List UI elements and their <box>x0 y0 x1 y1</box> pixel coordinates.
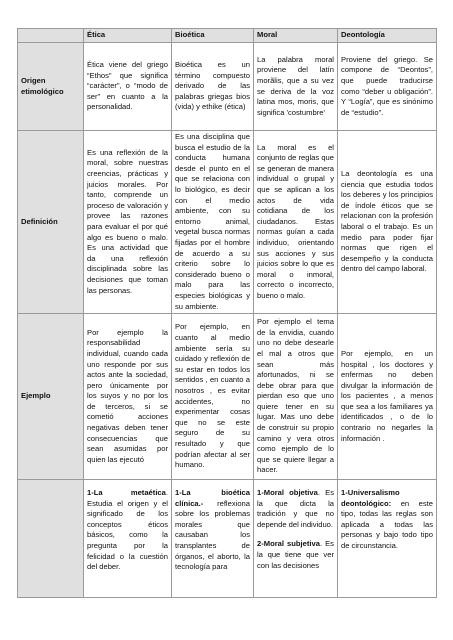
row-label-definicion: Definición <box>18 131 84 314</box>
row-label-origen: Origen etimológico <box>18 43 84 131</box>
cell-ejemplo-deontologia: Por ejemplo, en un hospital , los doctores y enfermas no deben divulgar la información de los pacientes , a menos que sea a los familiares ya identificados , o de lo contrario no negarles la información . <box>338 314 437 480</box>
cell-tipos-moral-lead-2: 2-Moral subjetiva <box>257 539 320 549</box>
cell-tipos-deontologia-text: en este tipo, todas las reglas son aplicada a todas las personas y bajo todo tipo de circunstancia. <box>341 498 433 551</box>
header-row <box>18 29 437 43</box>
header-corner <box>18 29 84 43</box>
cell-tipos-moral <box>254 480 338 598</box>
cell-origen-bioetica: Bioética es un término compuesto derivado de las palabras griegas bios (vida) y ethike (ética) <box>172 43 254 131</box>
cell-ejemplo-etica: Por ejemplo la responsabilidad individual, cuando cada uno responde por sus actos ante la sociedad, pero únicamente por los suyos y no por los de terceros, si se cometió acciones negativas deben tener consecuencias que sean asumidas por quien las ejecutó <box>84 314 172 480</box>
table-row-tipos <box>18 480 437 598</box>
cell-tipos-etica <box>84 480 172 598</box>
cell-tipos-moral-lead-1: 1-Moral objetiva <box>257 488 318 498</box>
cell-tipos-moral-para-1 <box>257 488 334 530</box>
header-bioetica: Bioética <box>172 29 254 43</box>
cell-tipos-deontologia <box>338 480 437 598</box>
cell-ejemplo-moral: Por ejemplo el tema de la envidia, cuando uno no debe desearle el mal a otros que sean más afortunados, ni se debe obrar para que pierdan eso que uno quiere tener en su lugar. Mas uno debe de construir su propio camino y vera otros como ejemplo de lo que se quiere llegar a hacer. <box>254 314 338 480</box>
table-row-definicion <box>18 131 437 314</box>
table-row-origen <box>18 43 437 131</box>
cell-tipos-etica-text: . Estudia el origen y el significado de los conceptos éticos básicos, como la pregunta por la felicidad o la cuestión del deber. <box>87 488 168 572</box>
cell-tipos-moral-para-2 <box>257 539 334 571</box>
header-deontologia: Deontología <box>338 29 437 43</box>
cell-tipos-bioetica-text: reflexiona sobre los problemas morales que causaban los transplantes de órganos, el aborto, la tecnología para <box>175 498 250 572</box>
cell-ejemplo-bioetica: Por ejemplo, en cuanto al medio ambiente sería su cuidado y reflexión de su estar en todos los sentidos , en cuanto a nosotros , es evitar accidentes, no experimentar cosas que no se este seguro de su resultado y que podrían afectar al ser humano. <box>172 314 254 480</box>
header-moral: Moral <box>254 29 338 43</box>
cell-definicion-deontologia: La deontología es una ciencia que estudia todos los deberes y los principios de índole éticos que se relacionan con la profesión laboral o el trabajo. Es un medio para poder fijar normas que rigen el desempeño y la conducta dentro del campo laboral. <box>338 131 437 314</box>
cell-tipos-deontologia-lead: 1-Universalismo deontológico: <box>341 488 400 508</box>
cell-definicion-moral: La moral es el conjunto de reglas que se generan de manera individual o grupal y que se aplican a los actos de vida cotidiana de los ciudadanos. Estas normas guían a cada individuo, orientando sus acciones y sus juicios sobre lo que es moral o inmoral, correcto o incorrecto, bueno o malo. <box>254 131 338 314</box>
cell-tipos-bioetica <box>172 480 254 598</box>
row-label-tipos <box>18 480 84 598</box>
cell-origen-moral: La palabra moral proviene del latín morãlis, que a su vez se deriva de la voz latina mos, moris, que significa 'costumbre' <box>254 43 338 131</box>
row-label-ejemplo: Ejemplo <box>18 314 84 480</box>
cell-origen-deontologia: Proviene del griego. Se compone de “Deontos”, que puede traducirse como “deber u obligación”. Y “Logía”, que es sinónimo de “estudio”. <box>338 43 437 131</box>
table-row-ejemplo <box>18 314 437 480</box>
cell-tipos-bioetica-lead: 1-La bioética clínica.- <box>175 488 250 508</box>
cell-tipos-etica-lead: 1-La metaética <box>87 488 166 498</box>
cell-origen-etica: Ética viene del griego “Ethos” que significa “carácter”, o “modo de ser” en cuanto a la personalidad. <box>84 43 172 131</box>
cell-tipos-moral-text-2: . Es la que tiene que ver con las decisiones <box>257 539 334 570</box>
comparison-table <box>17 28 437 598</box>
cell-definicion-bioetica: Es una disciplina que busca el estudio de la conducta humana desde el punto en el que se relaciona con lo biológico, es decir con el medio ambiente, con su entorno animal, vegetal busca normas fijadas por el hombre de acuerdo a su criterio sobre lo considerado bueno o malo para las especies biológicas y su ambiente. <box>172 131 254 314</box>
cell-tipos-moral-text-1: . Es la que dicta la tradición y que no depende del individuo. <box>257 488 334 529</box>
header-etica: Ética <box>84 29 172 43</box>
cell-definicion-etica: Es una reflexión de la moral, sobre nuestras creencias, prácticas y juicios morales. Por tanto, comprende un proceso de valoración y provee las razones para evaluar el por qué algo es bueno o malo. Es una actividad que da una reflexión disciplinada sobre las decisiones que toman las personas. <box>84 131 172 314</box>
